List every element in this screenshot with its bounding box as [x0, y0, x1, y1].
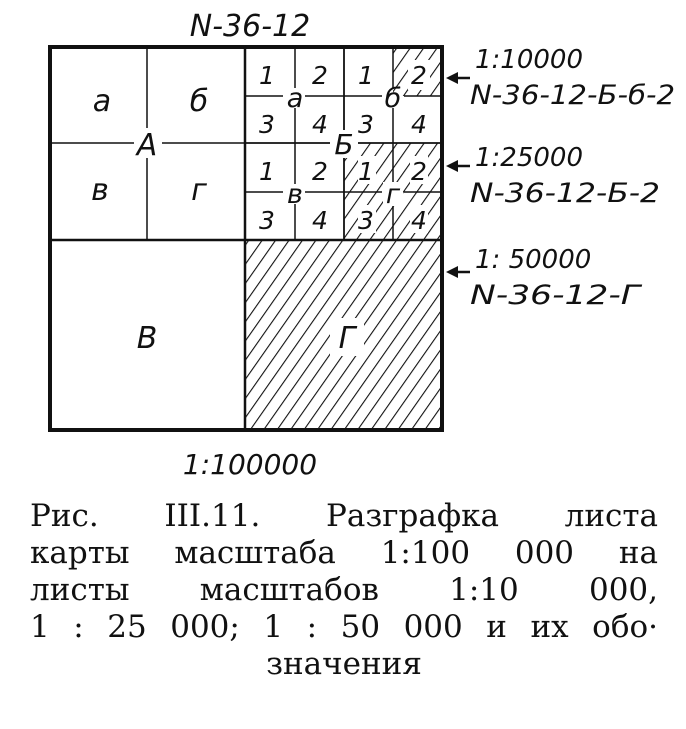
- arrow-icon-25000: [446, 160, 470, 172]
- bg-sheet-3: 3: [358, 206, 374, 235]
- bv-sheet-3: 3: [259, 206, 275, 235]
- annotation-scale-25000: 1:25000: [475, 143, 584, 173]
- caption-line-4: 1 : 25 000; 1 : 50 000 и их обо·: [30, 609, 658, 645]
- ba-sheet-1: 1: [259, 61, 275, 90]
- bb-sheet-4: 4: [411, 110, 427, 139]
- bb-sheet-3: 3: [358, 110, 374, 139]
- sheet-nomenclature-label: N-36-12: [189, 9, 311, 44]
- quadrant-label-g: Г: [338, 321, 356, 356]
- bb-sheet-1: 1: [358, 61, 374, 90]
- ba-sheet-2: 2: [312, 61, 328, 90]
- quadrant-label-v: В: [136, 321, 158, 356]
- quarter-label-a: а: [92, 84, 112, 119]
- quarter-label-v: в: [91, 173, 109, 208]
- caption-line-3: листы масштабов 1:10 000,: [30, 572, 658, 608]
- b-quarter-label-v: в: [287, 179, 303, 210]
- annotation-scale-50000: 1: 50000: [475, 245, 592, 275]
- quarter-label-b: б: [189, 84, 209, 119]
- quadrant-label-b: Б: [334, 128, 354, 161]
- bb-sheet-2: 2: [411, 61, 427, 90]
- annotation-code-10000: N-36-12-Б-б-2: [470, 80, 675, 111]
- annotation-code-25000: N-36-12-Б-2: [470, 178, 660, 209]
- caption-line-5: значения: [266, 646, 422, 682]
- annotation-scale-10000: 1:10000: [475, 45, 584, 75]
- ba-sheet-3: 3: [259, 110, 275, 139]
- figure-caption: [30, 498, 658, 683]
- annotation-code-50000: N-36-12-Г: [470, 280, 643, 311]
- arrow-icon-50000: [446, 266, 470, 278]
- ba-sheet-4: 4: [312, 110, 328, 139]
- b-quarter-label-a: а: [286, 83, 304, 114]
- bg-sheet-2: 2: [411, 157, 427, 186]
- scale-label-100000: 1:100000: [182, 448, 318, 481]
- quarter-label-g: г: [191, 173, 207, 208]
- bg-sheet-4: 4: [411, 206, 427, 235]
- quadrant-label-a: А: [136, 128, 158, 163]
- bv-sheet-4: 4: [312, 206, 328, 235]
- arrow-icon-10000: [446, 72, 470, 84]
- bv-sheet-1: 1: [259, 157, 275, 186]
- b-quarter-label-b: б: [384, 83, 402, 114]
- bg-sheet-1: 1: [358, 157, 374, 186]
- bv-sheet-2: 2: [312, 157, 328, 186]
- caption-line-1: Рис. III.11. Разграфка листа: [30, 498, 658, 534]
- caption-line-2: карты масштаба 1:100 000 на: [30, 535, 658, 571]
- b-quarter-label-g: г: [385, 179, 401, 210]
